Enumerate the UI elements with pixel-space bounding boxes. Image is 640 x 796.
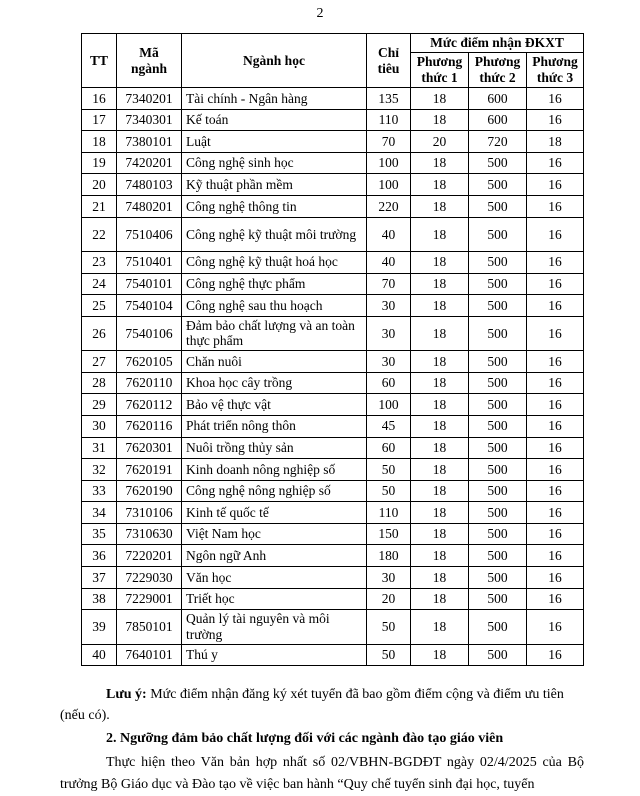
header-code: Mã ngành <box>117 34 182 88</box>
cell-tt: 24 <box>82 273 117 295</box>
cell-method-1: 18 <box>411 195 469 217</box>
note <box>60 684 584 726</box>
cell-tt: 38 <box>82 588 117 610</box>
cell-code: 7850101 <box>117 610 182 644</box>
cell-method-1: 18 <box>411 316 469 350</box>
cell-code: 7540104 <box>117 295 182 317</box>
cell-method-1: 18 <box>411 588 469 610</box>
table-row <box>82 316 584 350</box>
cell-major: Văn học <box>182 567 367 589</box>
cell-quota: 45 <box>367 415 411 437</box>
cell-method-3: 16 <box>527 174 584 196</box>
cell-method-1: 18 <box>411 109 469 131</box>
cell-code: 7620116 <box>117 415 182 437</box>
cell-code: 7480103 <box>117 174 182 196</box>
table-row <box>82 415 584 437</box>
cell-tt: 37 <box>82 567 117 589</box>
cell-code: 7380101 <box>117 131 182 153</box>
cell-quota: 50 <box>367 644 411 666</box>
cell-major: Kỹ thuật phần mềm <box>182 174 367 196</box>
table-row <box>82 545 584 567</box>
cell-method-1: 18 <box>411 295 469 317</box>
cell-method-2: 600 <box>469 88 527 110</box>
cell-major: Quản lý tài nguyên và môi trường <box>182 610 367 644</box>
note-label: Lưu ý: <box>106 687 147 702</box>
cell-tt: 40 <box>82 644 117 666</box>
cell-major: Ngôn ngữ Anh <box>182 545 367 567</box>
cell-code: 7540106 <box>117 316 182 350</box>
cell-method-3: 16 <box>527 88 584 110</box>
cell-code: 7229030 <box>117 567 182 589</box>
table-row <box>82 394 584 416</box>
table-row <box>82 174 584 196</box>
cell-method-2: 500 <box>469 644 527 666</box>
table-row <box>82 567 584 589</box>
table-row <box>82 195 584 217</box>
cell-method-2: 720 <box>469 131 527 153</box>
cell-method-3: 16 <box>527 152 584 174</box>
cell-method-3: 16 <box>527 195 584 217</box>
table-row <box>82 273 584 295</box>
cell-tt: 18 <box>82 131 117 153</box>
cell-method-2: 500 <box>469 437 527 459</box>
cell-method-3: 16 <box>527 217 584 251</box>
cell-code: 7340301 <box>117 109 182 131</box>
table-row <box>82 437 584 459</box>
cell-method-3: 16 <box>527 545 584 567</box>
cell-method-3: 16 <box>527 567 584 589</box>
cell-quota: 50 <box>367 459 411 481</box>
cell-method-3: 16 <box>527 502 584 524</box>
header-threshold-group: Mức điểm nhận ĐKXT <box>411 34 584 53</box>
cell-method-3: 16 <box>527 316 584 350</box>
cell-quota: 100 <box>367 394 411 416</box>
page-number: 2 <box>316 6 324 21</box>
cell-tt: 33 <box>82 480 117 502</box>
cell-quota: 110 <box>367 109 411 131</box>
table-row <box>82 480 584 502</box>
cell-tt: 35 <box>82 523 117 545</box>
cell-quota: 50 <box>367 480 411 502</box>
header-tt: TT <box>82 34 117 88</box>
cell-quota: 30 <box>367 351 411 373</box>
cell-method-1: 18 <box>411 459 469 481</box>
cell-code: 7310630 <box>117 523 182 545</box>
cell-method-3: 16 <box>527 295 584 317</box>
cell-method-1: 18 <box>411 567 469 589</box>
cell-method-1: 18 <box>411 644 469 666</box>
cell-method-1: 18 <box>411 88 469 110</box>
cell-tt: 26 <box>82 316 117 350</box>
cell-method-1: 18 <box>411 174 469 196</box>
cell-method-1: 18 <box>411 152 469 174</box>
cell-method-3: 16 <box>527 459 584 481</box>
cell-tt: 21 <box>82 195 117 217</box>
table-row <box>82 588 584 610</box>
cell-major: Triết học <box>182 588 367 610</box>
cell-major: Kinh tế quốc tế <box>182 502 367 524</box>
cell-tt: 29 <box>82 394 117 416</box>
cell-code: 7620190 <box>117 480 182 502</box>
cell-major: Việt Nam học <box>182 523 367 545</box>
cell-method-2: 500 <box>469 351 527 373</box>
cell-major: Công nghệ kỹ thuật môi trường <box>182 217 367 251</box>
cell-method-1: 20 <box>411 131 469 153</box>
header-major: Ngành học <box>182 34 367 88</box>
cell-method-3: 16 <box>527 644 584 666</box>
table-row <box>82 459 584 481</box>
cell-code: 7340201 <box>117 88 182 110</box>
cell-method-1: 18 <box>411 545 469 567</box>
cell-code: 7420201 <box>117 152 182 174</box>
cell-method-3: 16 <box>527 273 584 295</box>
cell-quota: 135 <box>367 88 411 110</box>
table-row <box>82 502 584 524</box>
table-row <box>82 644 584 666</box>
cell-method-2: 500 <box>469 295 527 317</box>
cell-method-3: 16 <box>527 523 584 545</box>
header-method-3: Phương thức 3 <box>527 53 584 88</box>
cell-method-3: 16 <box>527 372 584 394</box>
cell-major: Công nghệ thông tin <box>182 195 367 217</box>
cell-quota: 40 <box>367 217 411 251</box>
cell-major: Đảm bảo chất lượng và an toàn thực phẩm <box>182 316 367 350</box>
cell-method-2: 500 <box>469 415 527 437</box>
section-paragraph: Thực hiện theo Văn bản hợp nhất số 02/VBHN-BGDĐT ngày 02/4/2025 của Bộ trưởng Bộ Giáo dục và Đào tạo về việc ban hành “Quy chế tuyển sinh đại học, tuyển <box>60 755 584 792</box>
cell-method-2: 500 <box>469 545 527 567</box>
cell-method-2: 500 <box>469 480 527 502</box>
cell-quota: 40 <box>367 251 411 273</box>
table-row <box>82 610 584 644</box>
cell-method-2: 500 <box>469 316 527 350</box>
cell-method-2: 500 <box>469 523 527 545</box>
cell-quota: 60 <box>367 437 411 459</box>
cell-method-2: 500 <box>469 174 527 196</box>
note-text: Mức điểm nhận đăng ký xét tuyển đã bao gồm điểm cộng và điểm ưu tiên (nếu có). <box>60 687 564 723</box>
cell-code: 7620110 <box>117 372 182 394</box>
cell-major: Khoa học cây trồng <box>182 372 367 394</box>
cell-tt: 34 <box>82 502 117 524</box>
cell-major: Phát triển nông thôn <box>182 415 367 437</box>
table-row <box>82 372 584 394</box>
cell-method-2: 500 <box>469 195 527 217</box>
table-row <box>82 131 584 153</box>
cell-quota: 100 <box>367 152 411 174</box>
cell-method-1: 18 <box>411 251 469 273</box>
cell-code: 7229001 <box>117 588 182 610</box>
cell-method-1: 18 <box>411 217 469 251</box>
cell-tt: 20 <box>82 174 117 196</box>
cell-code: 7620191 <box>117 459 182 481</box>
cell-quota: 110 <box>367 502 411 524</box>
cell-code: 7220201 <box>117 545 182 567</box>
cell-method-3: 16 <box>527 109 584 131</box>
cell-quota: 100 <box>367 174 411 196</box>
cell-tt: 23 <box>82 251 117 273</box>
cell-tt: 32 <box>82 459 117 481</box>
cell-method-2: 500 <box>469 610 527 644</box>
cell-major: Chăn nuôi <box>182 351 367 373</box>
cell-major: Công nghệ thực phẩm <box>182 273 367 295</box>
cell-method-1: 18 <box>411 351 469 373</box>
cell-major: Công nghệ nông nghiệp số <box>182 480 367 502</box>
cell-code: 7620301 <box>117 437 182 459</box>
cell-tt: 39 <box>82 610 117 644</box>
table-row <box>82 88 584 110</box>
cell-code: 7540101 <box>117 273 182 295</box>
cell-method-2: 500 <box>469 394 527 416</box>
cell-major: Công nghệ sau thu hoạch <box>182 295 367 317</box>
cell-major: Kinh doanh nông nghiệp số <box>182 459 367 481</box>
cell-major: Tài chính - Ngân hàng <box>182 88 367 110</box>
cell-quota: 50 <box>367 610 411 644</box>
cell-quota: 150 <box>367 523 411 545</box>
cell-major: Thú y <box>182 644 367 666</box>
cell-method-2: 500 <box>469 372 527 394</box>
cell-method-3: 16 <box>527 588 584 610</box>
cell-major: Kế toán <box>182 109 367 131</box>
cell-code: 7620112 <box>117 394 182 416</box>
cell-method-1: 18 <box>411 437 469 459</box>
cell-code: 7640101 <box>117 644 182 666</box>
table-row <box>82 251 584 273</box>
table-row <box>82 523 584 545</box>
cell-method-1: 18 <box>411 273 469 295</box>
cell-method-3: 16 <box>527 351 584 373</box>
header-method-1: Phương thức 1 <box>411 53 469 88</box>
cell-method-3: 16 <box>527 437 584 459</box>
cell-method-1: 18 <box>411 610 469 644</box>
cell-method-3: 16 <box>527 415 584 437</box>
cell-tt: 25 <box>82 295 117 317</box>
cell-method-3: 16 <box>527 610 584 644</box>
cell-quota: 220 <box>367 195 411 217</box>
table-row <box>82 109 584 131</box>
cell-method-2: 600 <box>469 109 527 131</box>
cell-quota: 30 <box>367 567 411 589</box>
table-row <box>82 217 584 251</box>
cell-tt: 17 <box>82 109 117 131</box>
header-method-2: Phương thức 2 <box>469 53 527 88</box>
cell-method-2: 500 <box>469 273 527 295</box>
cell-method-1: 18 <box>411 480 469 502</box>
cell-method-1: 18 <box>411 502 469 524</box>
cell-tt: 28 <box>82 372 117 394</box>
table-row <box>82 295 584 317</box>
cell-method-2: 500 <box>469 459 527 481</box>
section-title: 2. Ngưỡng đảm bảo chất lượng đối với các ngành đào tạo giáo viên <box>106 731 504 746</box>
cell-major: Nuôi trồng thủy sản <box>182 437 367 459</box>
cell-method-3: 16 <box>527 394 584 416</box>
table-body <box>82 88 584 666</box>
cell-tt: 19 <box>82 152 117 174</box>
cell-major: Công nghệ sinh học <box>182 152 367 174</box>
cell-quota: 180 <box>367 545 411 567</box>
cell-tt: 27 <box>82 351 117 373</box>
header-quota: Chỉ tiêu <box>367 34 411 88</box>
cell-method-1: 18 <box>411 415 469 437</box>
cell-code: 7510406 <box>117 217 182 251</box>
cell-quota: 60 <box>367 372 411 394</box>
cell-code: 7310106 <box>117 502 182 524</box>
cell-method-2: 500 <box>469 502 527 524</box>
cell-tt: 16 <box>82 88 117 110</box>
cell-method-3: 18 <box>527 131 584 153</box>
cell-quota: 30 <box>367 295 411 317</box>
cell-tt: 22 <box>82 217 117 251</box>
cell-method-2: 500 <box>469 251 527 273</box>
cell-method-1: 18 <box>411 394 469 416</box>
cell-method-2: 500 <box>469 567 527 589</box>
cell-tt: 30 <box>82 415 117 437</box>
cell-quota: 30 <box>367 316 411 350</box>
cell-method-2: 500 <box>469 588 527 610</box>
cell-major: Bảo vệ thực vật <box>182 394 367 416</box>
table-row <box>82 152 584 174</box>
cell-method-2: 500 <box>469 217 527 251</box>
admission-score-table <box>81 33 584 666</box>
cell-quota: 70 <box>367 273 411 295</box>
cell-method-1: 18 <box>411 523 469 545</box>
table-row <box>82 351 584 373</box>
cell-major: Luật <box>182 131 367 153</box>
cell-code: 7510401 <box>117 251 182 273</box>
cell-method-3: 16 <box>527 251 584 273</box>
cell-method-3: 16 <box>527 480 584 502</box>
cell-tt: 31 <box>82 437 117 459</box>
cell-code: 7620105 <box>117 351 182 373</box>
cell-quota: 20 <box>367 588 411 610</box>
cell-tt: 36 <box>82 545 117 567</box>
cell-major: Công nghệ kỹ thuật hoá học <box>182 251 367 273</box>
cell-method-1: 18 <box>411 372 469 394</box>
cell-code: 7480201 <box>117 195 182 217</box>
cell-quota: 70 <box>367 131 411 153</box>
cell-method-2: 500 <box>469 152 527 174</box>
